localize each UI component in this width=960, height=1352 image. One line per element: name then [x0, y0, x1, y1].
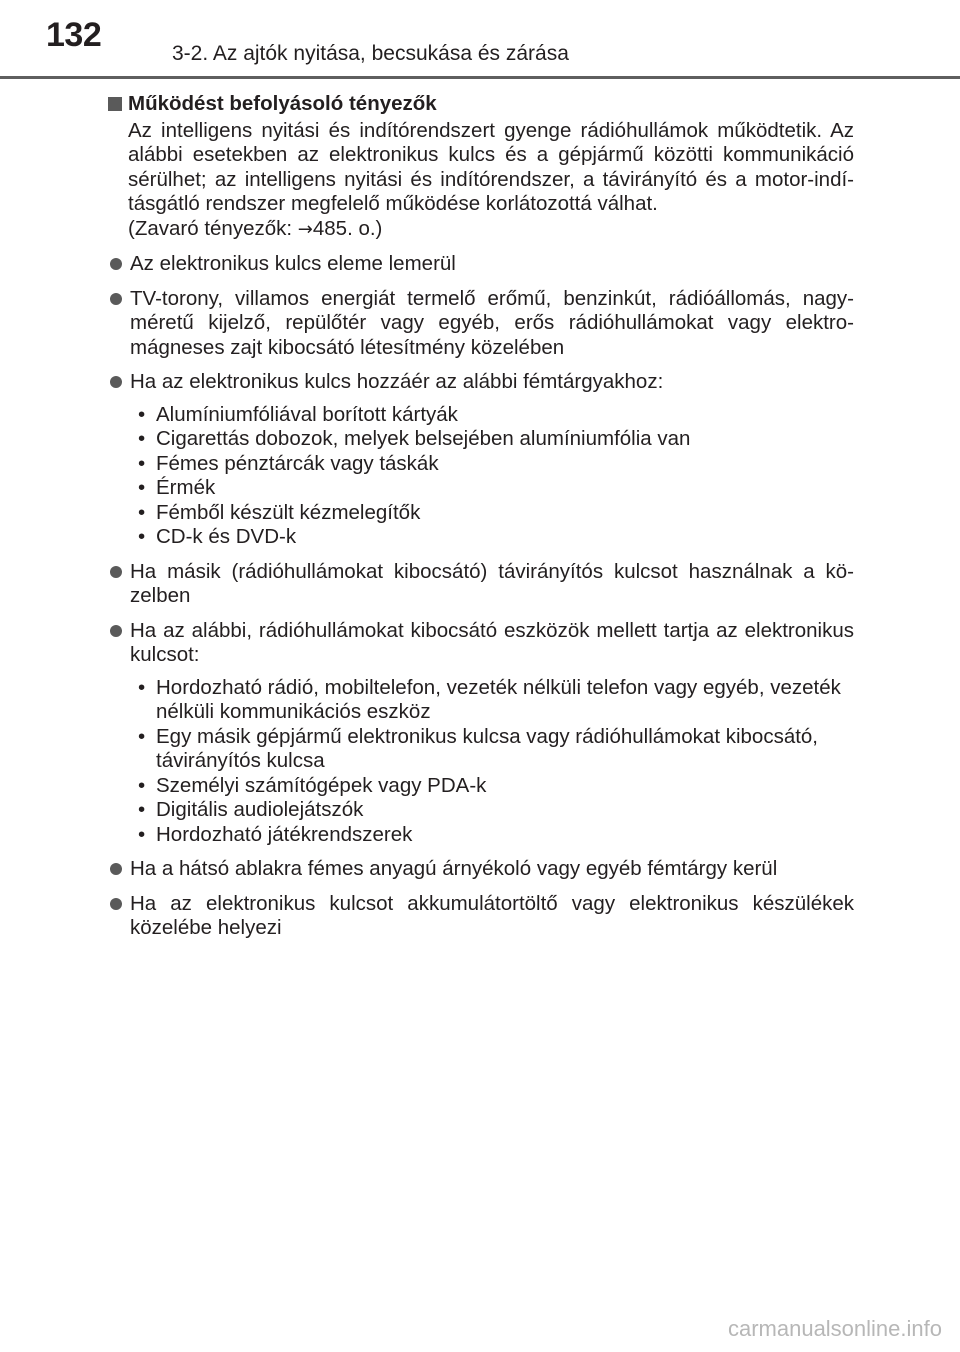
square-bullet-icon	[108, 97, 122, 111]
sub-bullet-marker: •	[138, 500, 146, 524]
sub-bullet-marker: •	[138, 476, 146, 499]
reference-prefix: (Zavaró tényezők:	[128, 216, 298, 240]
section-heading-text: Működést befolyásoló tényezők	[128, 92, 437, 115]
list-item	[108, 560, 854, 609]
intro-paragraph	[128, 119, 854, 243]
sub-list-item	[138, 725, 854, 774]
circle-bullet-icon	[110, 258, 122, 270]
sub-bullet-marker: •	[138, 724, 146, 748]
bullet-row	[108, 560, 854, 609]
list-item	[108, 370, 854, 550]
sub-item-text: Személyi számítógépek vagy PDA-k	[156, 773, 487, 797]
sub-bullet-marker: •	[138, 427, 146, 450]
sub-list-item	[138, 798, 854, 823]
bullet-text: Ha másik (rádióhullámokat kibocsátó) távirányítós kulcsot használnak a közelben	[130, 559, 854, 607]
circle-bullet-icon	[110, 625, 122, 637]
section-title: 3-2. Az ajtók nyitása, becsukása és zárása	[172, 42, 569, 65]
list-item	[108, 287, 854, 361]
bullet-list	[108, 252, 854, 941]
sub-item-text: Egy másik gépjármű elektronikus kulcsa vagy rádióhullámokat kibocsátó, távirányítós kulcsa	[156, 724, 819, 772]
watermark: carmanualsonline.info	[727, 1316, 942, 1341]
sub-bullet-marker: •	[138, 402, 146, 426]
sub-bullet-marker: •	[138, 798, 146, 821]
circle-bullet-icon	[110, 863, 122, 875]
bullet-text: Ha az elektronikus kulcs hozzáér az alábbi fémtárgyakhoz:	[130, 370, 664, 393]
bullet-row	[108, 619, 854, 668]
sub-list-item	[138, 452, 854, 477]
sub-list-item	[138, 501, 854, 526]
reference-page-link[interactable]: 485. o.)	[312, 216, 383, 240]
sub-list-item	[138, 525, 854, 550]
sub-list-item	[138, 403, 854, 428]
list-item	[108, 252, 854, 277]
sub-list	[138, 403, 854, 550]
sub-item-text: Fémből készült kézmelegítők	[156, 500, 421, 524]
list-item	[108, 892, 854, 941]
sub-list-item	[138, 476, 854, 501]
bullet-text: Ha a hátsó ablakra fémes anyagú árnyékoló vagy egyéb fémtárgy kerül	[130, 857, 778, 880]
bullet-row	[108, 252, 854, 277]
sub-item-text: CD-k és DVD-k	[156, 525, 297, 548]
section-heading	[108, 92, 854, 117]
sub-item-text: Hordozható játékrendszerek	[156, 822, 413, 846]
sub-bullet-marker: •	[138, 822, 146, 846]
bullet-text: Ha az elektronikus kulcsot akkumulátortöltő vagy elektronikus készülékek közelébe helyezi	[130, 891, 854, 939]
header-rule	[0, 76, 960, 79]
sub-list	[138, 676, 854, 848]
list-item	[108, 619, 854, 848]
sub-bullet-marker: •	[138, 451, 146, 475]
circle-bullet-icon	[110, 566, 122, 578]
sub-item-text: Cigarettás dobozok, melyek belsejében alumíniumfólia van	[156, 427, 691, 450]
bullet-text: Ha az alábbi, rádióhullámokat kibocsátó eszközök mellett tartja az elektronikus kulcsot:	[130, 618, 854, 666]
bullet-row	[108, 857, 854, 882]
sub-item-text: Fémes pénztárcák vagy táskák	[156, 451, 439, 475]
sub-list-item	[138, 774, 854, 799]
bullet-text: TV-torony, villamos energiát termelő erőmű, benzinkút, rádióállomás, nagyméretű kijelző, repülőtér vagy egyéb, erős rádióhullámokat vagy elektromágneses zajt kibocsátó létesítmény közelében	[130, 286, 854, 359]
circle-bullet-icon	[110, 898, 122, 910]
circle-bullet-icon	[110, 376, 122, 388]
bullet-row	[108, 370, 854, 395]
sub-item-text: Hordozható rádió, mobiltelefon, vezeték nélküli telefon vagy egyéb, vezeték nélküli kommunikációs eszköz	[156, 675, 841, 723]
circle-bullet-icon	[110, 293, 122, 305]
sub-list-item	[138, 676, 854, 725]
sub-item-text: Alumíniumfóliával borított kártyák	[156, 402, 458, 426]
bullet-text: Az elektronikus kulcs eleme lemerül	[130, 252, 456, 275]
sub-list-item	[138, 427, 854, 452]
sub-bullet-marker: •	[138, 773, 146, 797]
sub-list-item	[138, 823, 854, 848]
page-content	[108, 92, 854, 941]
page-number: 132	[46, 16, 102, 54]
intro-text: Az intelligens nyitási és indítórendszert gyenge rádióhullámok működtetik. Az alábbi esetekben az elektronikus kulcs és a gépjármű közötti kommunikáció sérülhet; az intelligens nyitási és indítórendszer, a távirányító és a motor-indításgátló rendszer megfelelő működése korlátozottá válhat.	[128, 118, 854, 215]
bullet-row	[108, 892, 854, 941]
sub-bullet-marker: •	[138, 675, 146, 699]
arrow-right-icon: →	[297, 218, 313, 240]
sub-item-text: Érmék	[156, 476, 216, 499]
page-header	[0, 0, 960, 80]
sub-item-text: Digitális audiolejátszók	[156, 798, 364, 821]
list-item	[108, 857, 854, 882]
sub-bullet-marker: •	[138, 525, 146, 548]
bullet-row	[108, 287, 854, 361]
